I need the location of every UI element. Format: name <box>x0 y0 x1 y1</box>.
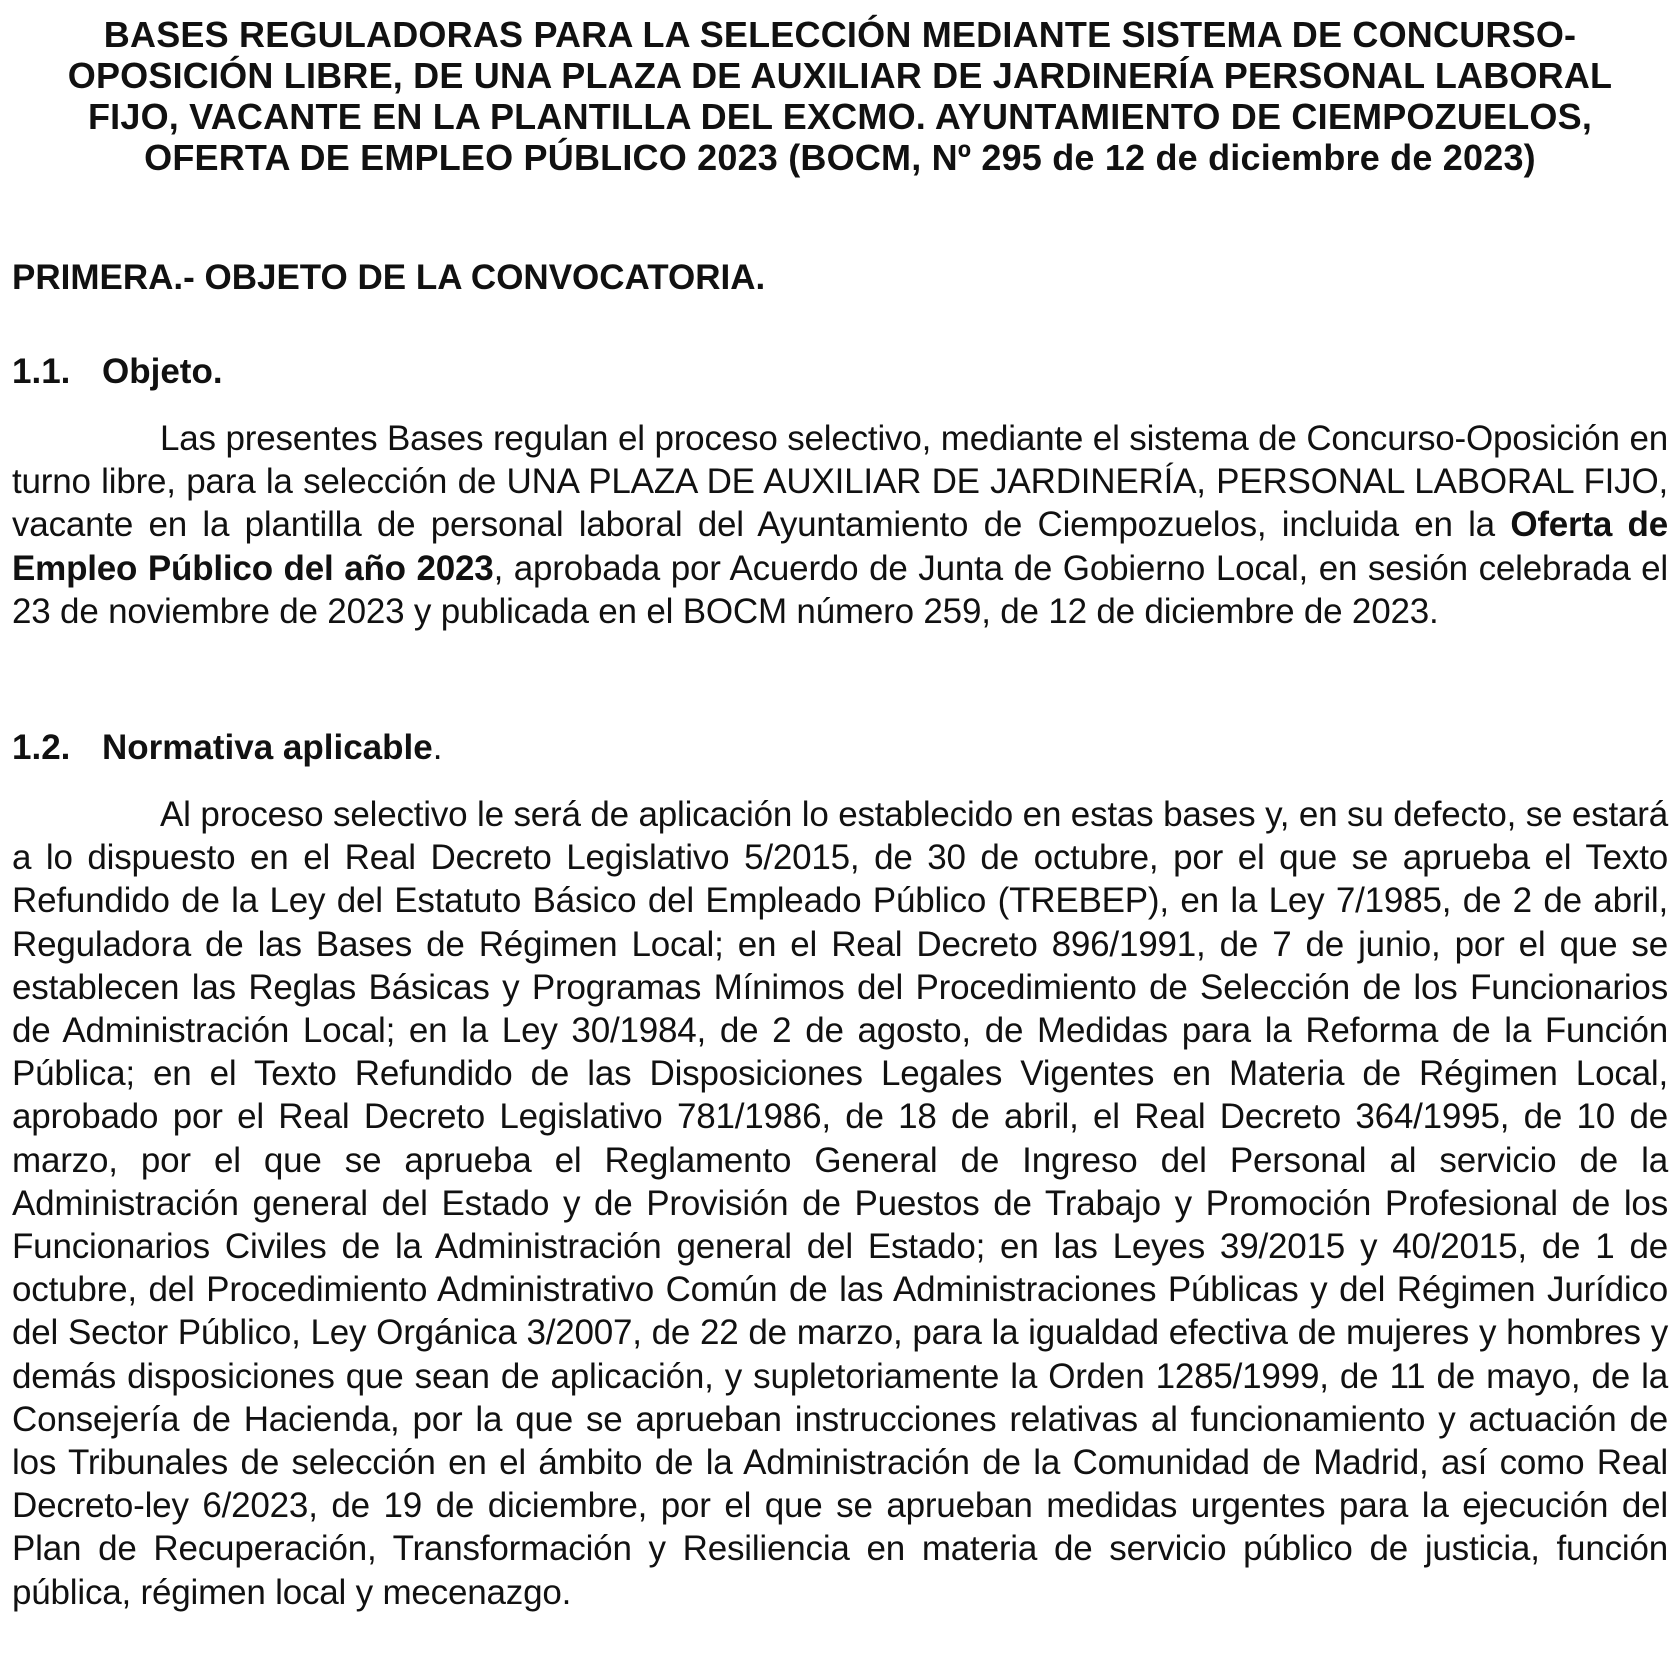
subsection-heading-objeto <box>12 352 223 392</box>
paragraph-text: Las presentes Bases regulan el proceso selectivo, mediante el sistema de Concurso-Oposición en turno libre, para la selección de UNA PLAZA DE AUXILIAR DE JARDINERÍA, PERSONAL LABORAL FIJO, vacante en la plantilla de personal laboral del Ayuntamiento de Ciempozuelos, incluida en la <box>12 419 1668 545</box>
section-heading: PRIMERA.- OBJETO DE LA CONVOCATORIA. <box>12 258 766 297</box>
document-page <box>12 0 1669 1612</box>
subsection-number: 1.2. <box>12 728 71 767</box>
title-line: OFERTA DE EMPLEO PÚBLICO 2023 (BOCM, Nº 295 de 12 de diciembre de 2023) <box>144 137 1536 178</box>
title-line: OPOSICIÓN LIBRE, DE UNA PLAZA DE AUXILIAR DE JARDINERÍA PERSONAL LABORAL <box>67 55 1613 96</box>
subsection-title-suffix: . <box>432 728 443 767</box>
paragraph-objeto <box>12 417 1668 633</box>
title-line: BASES REGULADORAS PARA LA SELECCIÓN MEDIANTE SISTEMA DE CONCURSO- <box>103 14 1577 55</box>
subsection-heading-normativa <box>12 728 442 768</box>
title-line: FIJO, VACANTE EN LA PLANTILLA DEL EXCMO. AYUNTAMIENTO DE CIEMPOZUELOS, <box>87 96 1593 137</box>
paragraph-text: , aprobada por Acuerdo de Junta de Gobierno Local, en sesión celebrada el 23 de noviembre de 2023 y publicada en el BOCM número 259, de 12 de diciembre de 2023. <box>12 548 1669 631</box>
paragraph-bold-text: Oferta de Empleo Público del año 2023 <box>12 505 1668 588</box>
document-title <box>12 14 1668 178</box>
paragraph-normativa: Al proceso selectivo le será de aplicación lo establecido en estas bases y, en su defecto, se estará a lo dispuesto en el Real Decreto Legislativo 5/2015, de 30 de octubre, por el que se aprueba el Texto Refundido de la Ley del Estatuto Básico del Empleado Público (TREBEP), en la Ley 7/1985, de 2 de abril, Reguladora de las Bases de Régimen Local; en el Real Decreto 896/1991, de 7 de junio, por el que se establecen las Reglas Básicas y Programas Mínimos del Procedimiento de Selección de los Funcionarios de Administración Local; en la Ley 30/1984, de 2 de agosto, de Medidas para la Reforma de la Función Pública; en el Texto Refundido de las Disposiciones Legales Vigentes en Materia de Régimen Local, aprobado por el Real Decreto Legislativo 781/1986, de 18 de abril, el Real Decreto 364/1995, de 10 de marzo, por el que se aprueba el Reglamento General de Ingreso del Personal al servicio de la Administración general del Estado y de Provisión de Puestos de Trabajo y Promoción Profesional de los Funcionarios Civiles de la Administración general del Estado; en las Leyes 39/2015 y 40/2015, de 1 de octubre, del Procedimiento Administrativo Común de las Administraciones Públicas y del Régimen Jurídico del Sector Público, Ley Orgánica 3/2007, de 22 de marzo, para la igualdad efectiva de mujeres y hombres y demás disposiciones que sean de aplicación, y supletoriamente la Orden 1285/1999, de 11 de mayo, de la Consejería de Hacienda, por la que se aprueban instrucciones relativas al funcionamiento y actuación de los Tribunales de selección en el ámbito de la Administración de la Comunidad de Madrid, así como Real Decreto-ley 6/2023, de 19 de diciembre, por el que se aprueban medidas urgentes para la ejecución del Plan de Recuperación, Transformación y Resiliencia en materia de servicio público de justicia, función pública, régimen local y mecenazgo. <box>12 795 1668 1612</box>
subsection-title: Objeto. <box>102 352 223 391</box>
subsection-title: Normativa aplicable <box>102 728 433 767</box>
subsection-number: 1.1. <box>12 352 71 391</box>
